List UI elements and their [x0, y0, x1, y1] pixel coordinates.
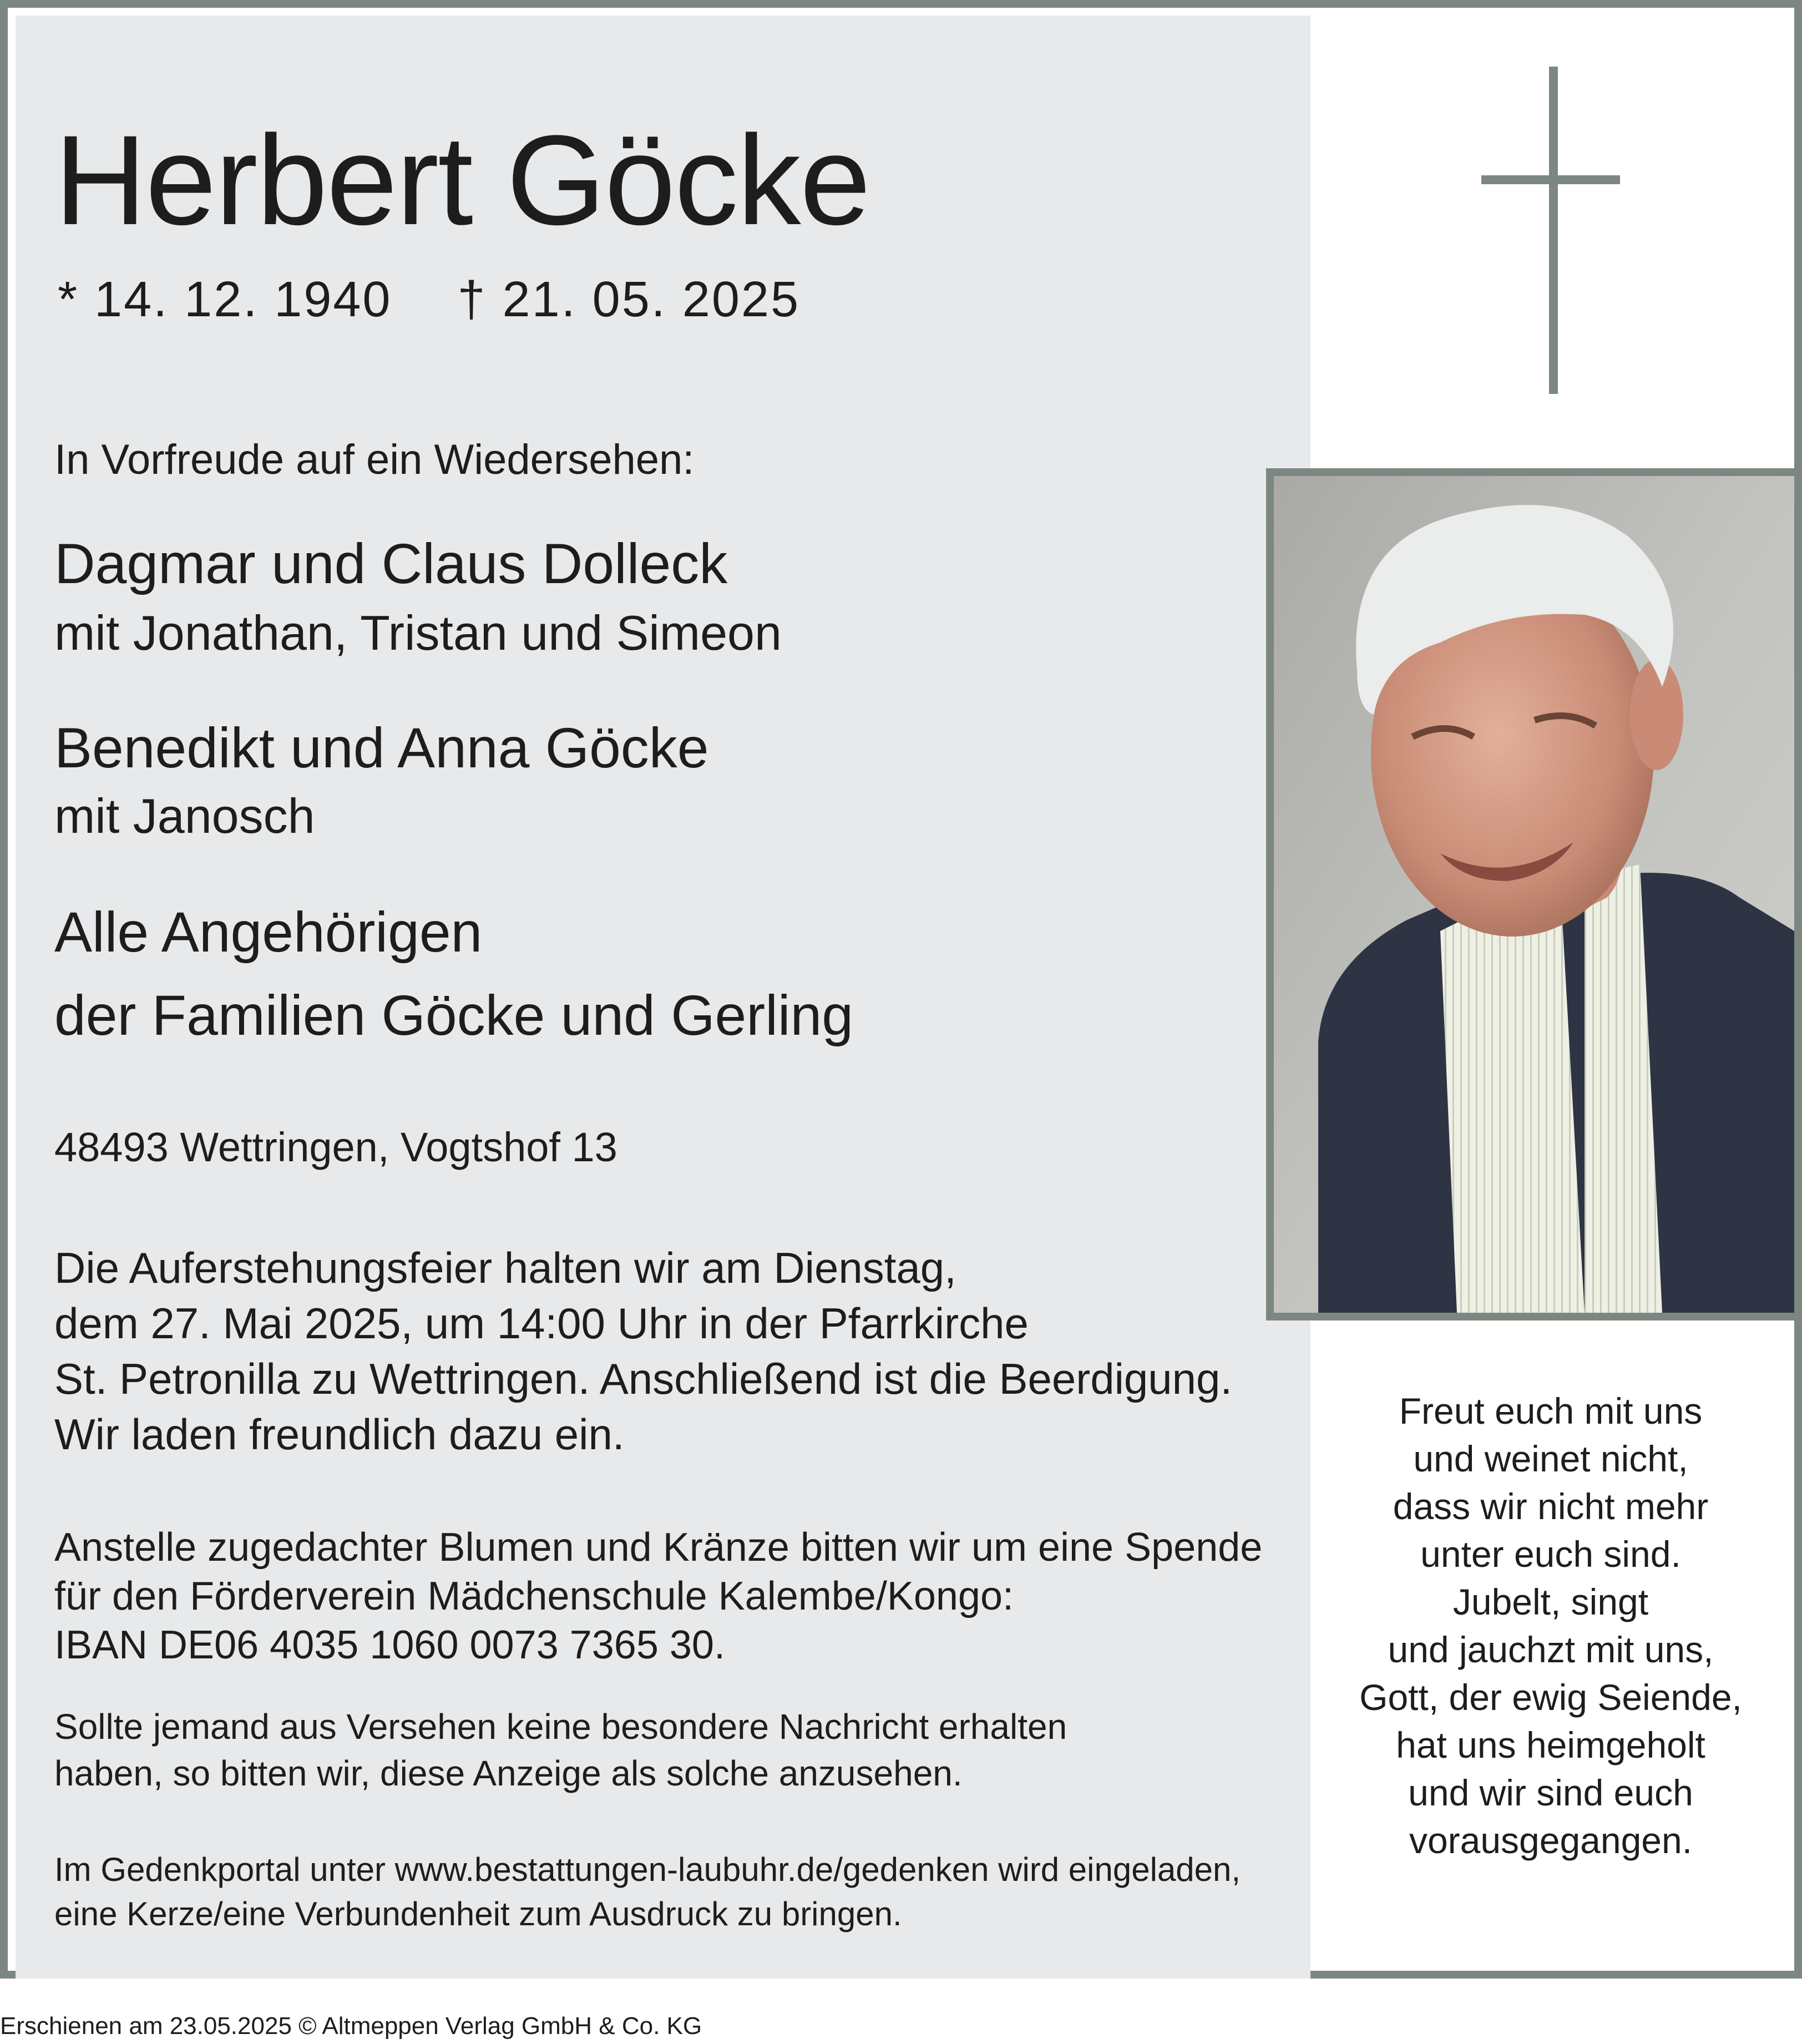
portrait-photo — [1266, 468, 1802, 1320]
donation-line: für den Förderverein Mädchenschule Kalembe/Kongo: — [54, 1574, 1014, 1618]
ceremony-line: St. Petronilla zu Wettringen. Anschließend ist die Beerdigung. — [54, 1354, 1233, 1403]
verse-line: Jubelt, singt — [1452, 1581, 1649, 1622]
ceremony-line: dem 27. Mai 2025, um 14:00 Uhr in der Pfarrkirche — [54, 1299, 1029, 1348]
family-sub: mit Jonathan, Tristan und Simeon — [54, 605, 782, 660]
address: 48493 Wettringen, Vogtshof 13 — [54, 1124, 617, 1170]
notice-line: haben, so bitten wir, diese Anzeige als solche anzusehen. — [54, 1753, 963, 1793]
ceremony-line: Die Auferstehungsfeier halten wir am Dienstag, — [54, 1243, 956, 1292]
family-sub: mit Janosch — [54, 788, 315, 843]
verse-line: unter euch sind. — [1420, 1534, 1681, 1575]
portal-text — [54, 1848, 1241, 1936]
verse-line: und wir sind euch — [1408, 1772, 1693, 1813]
verse-text — [1309, 1387, 1792, 1864]
family-sub: der Familien Göcke und Gerling — [54, 984, 854, 1047]
deceased-name: Herbert Göcke — [54, 109, 870, 251]
ceremony-text — [54, 1240, 1232, 1462]
verse-line: und weinet nicht, — [1413, 1438, 1688, 1479]
verse-line: und jauchzt mit uns, — [1388, 1629, 1714, 1670]
death-date: † 21. 05. 2025 — [457, 272, 800, 327]
portal-line: Im Gedenkportal unter www.bestattungen-laubuhr.de/gedenken wird eingeladen, — [54, 1851, 1241, 1888]
intro-text: In Vorfreude auf ein Wiedersehen: — [54, 436, 695, 483]
family-main: Dagmar und Claus Dolleck — [54, 532, 728, 595]
verse-line: dass wir nicht mehr — [1393, 1486, 1709, 1527]
family-main: Alle Angehörigen — [54, 900, 483, 964]
birth-date: * 14. 12. 1940 — [58, 272, 392, 327]
donation-text — [54, 1523, 1262, 1669]
notice-line: Sollte jemand aus Versehen keine besondere Nachricht erhalten — [54, 1707, 1067, 1747]
cross-icon — [1481, 67, 1626, 399]
publication-footer: Erschienen am 23.05.2025 © Altmeppen Verlag GmbH & Co. KG — [0, 2012, 702, 2040]
verse-line: vorausgegangen. — [1409, 1820, 1693, 1861]
family-main: Benedikt und Anna Göcke — [54, 716, 709, 780]
portal-line: eine Kerze/eine Verbundenheit zum Ausdruck zu bringen. — [54, 1895, 902, 1932]
life-dates — [58, 272, 800, 327]
donation-line: IBAN DE06 4035 1060 0073 7365 30. — [54, 1623, 725, 1667]
notice-text — [54, 1703, 1067, 1797]
verse-line: hat uns heimgeholt — [1396, 1724, 1705, 1765]
verse-line: Gott, der ewig Seiende, — [1359, 1677, 1742, 1718]
donation-line: Anstelle zugedachter Blumen und Kränze bitten wir um eine Spende — [54, 1525, 1263, 1570]
verse-line: Freut euch mit uns — [1399, 1390, 1703, 1431]
ceremony-line: Wir laden freundlich dazu ein. — [54, 1410, 625, 1459]
